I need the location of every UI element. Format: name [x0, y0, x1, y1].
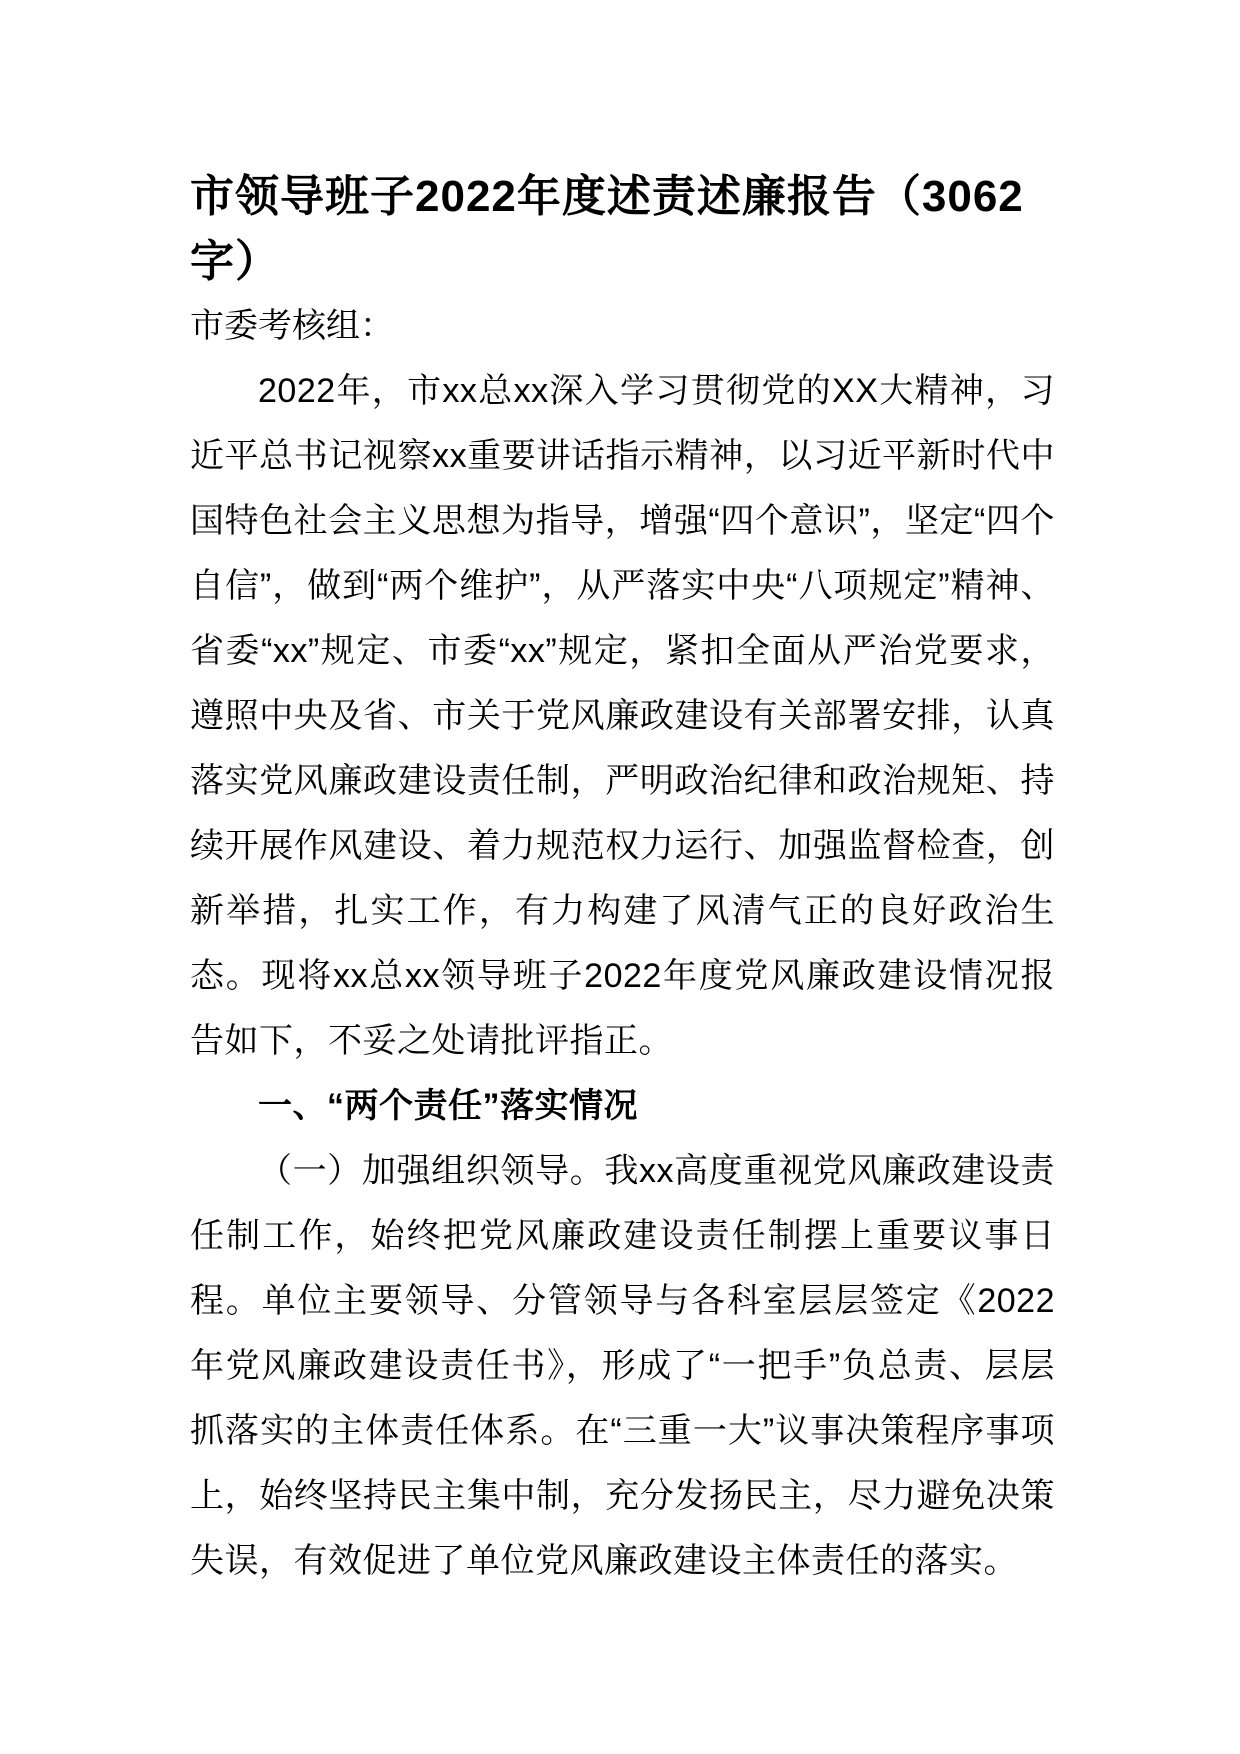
paragraph-opening: 2022年，市xx总xx深入学习贯彻党的XX大精神，习近平总书记视察xx重要讲话指示精神，以习近平新时代中国特色社会主义思想为指导，增强“四个意识”，坚定“四个自信”，做到“两个维护”，从严落实中央“八项规定”精神、省委“xx”规定、市委“xx”规定，紧扣全面从严治党要求，遵照中央及省、市关于党风廉政建设有关部署安排，认真落实党风廉政建设责任制，严明政治纪律和政治规矩、持续开展作风建设、着力规范权力运行、加强监督检查，创新举措，扎实工作，有力构建了风清气正的良好政治生态。现将xx总xx领导班子2022年度党风廉政建设情况报告如下，不妥之处请批评指正。	[190, 372, 1055, 1060]
salutation: 市委考核组：	[190, 307, 394, 345]
section-heading-two-responsibilities: 一、“两个责任”落实情况	[258, 1087, 638, 1125]
paragraph-organization-leadership: （一）加强组织领导。我xx高度重视党风廉政建设责任制工作，始终把党风廉政建设责任制摆上重要议事日程。单位主要领导、分管领导与各科室层层签定《2022年党风廉政建设责任书》，形成了“一把手”负总责、层层抓落实的主体责任体系。在“三重一大”议事决策程序事项上，始终坚持民主集中制，充分发扬民主，尽力避免决策失误，有效促进了单位党风廉政建设主体责任的落实。	[190, 1152, 1055, 1580]
document-title: 市领导班子2022年度述责述廉报告（3062字）	[190, 172, 1024, 286]
